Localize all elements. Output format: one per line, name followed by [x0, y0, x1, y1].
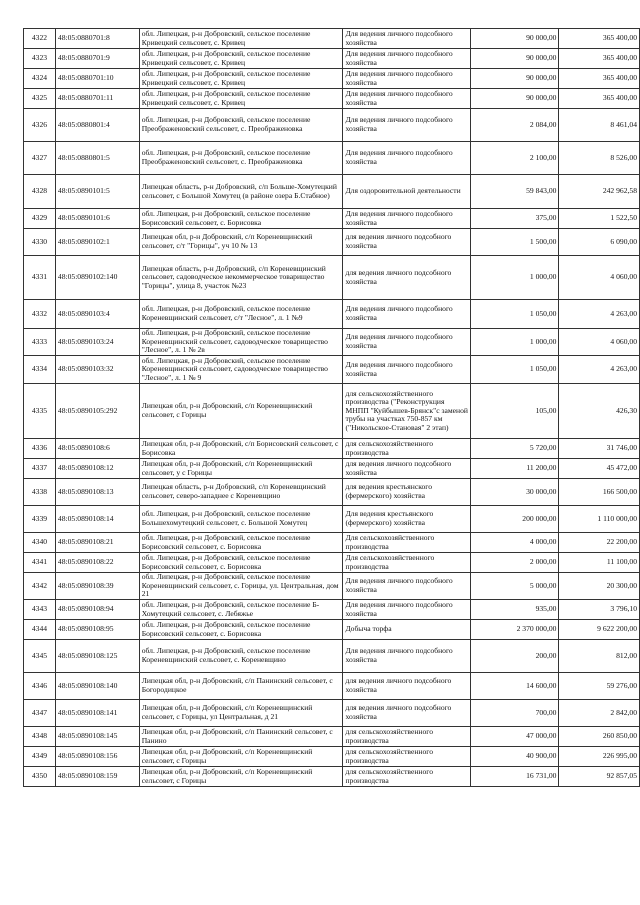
area-cell: 2 000,00	[471, 553, 559, 573]
table-row	[24, 300, 640, 329]
cadastral-value-cell: 4 263,00	[559, 300, 640, 329]
area-cell: 30 000,00	[471, 479, 559, 506]
row-number-cell: 4350	[24, 767, 56, 787]
address-cell: обл. Липецкая, р-н Добровский, сельское поселение Борисовский сельсовет, с. Борисовка	[139, 533, 343, 553]
land-use-cell: для сельскохозяйственного производства ("Реконструкция МНПП "Куйбышев-Брянск"с заменой трубы на участках 750-857 км ("Никольское-Становая" 2 этап)	[343, 384, 471, 439]
cadastral-number-cell: 48:05:0890108:94	[55, 600, 139, 620]
row-number-cell: 4338	[24, 479, 56, 506]
table-row	[24, 620, 640, 640]
area-cell: 700,00	[471, 700, 559, 727]
row-number-cell: 4330	[24, 229, 56, 256]
table-row	[24, 439, 640, 459]
cadastral-value-cell: 22 200,00	[559, 533, 640, 553]
area-cell: 2 084,00	[471, 109, 559, 142]
cadastral-value-cell: 8 526,00	[559, 142, 640, 175]
area-cell: 90 000,00	[471, 49, 559, 69]
row-number-cell: 4344	[24, 620, 56, 640]
table-body	[24, 29, 640, 787]
cadastral-number-cell: 48:05:0880801:4	[55, 109, 139, 142]
area-cell: 200 000,00	[471, 506, 559, 533]
table-row	[24, 384, 640, 439]
land-use-cell: Для ведения личного подсобного хозяйства	[343, 109, 471, 142]
address-cell: Липецкая обл, р-н Добровский, с/п Кореневщинский сельсовет, с Горицы	[139, 384, 343, 439]
land-use-cell: Для ведения личного подсобного хозяйства	[343, 300, 471, 329]
row-number-cell: 4334	[24, 356, 56, 384]
land-use-cell: для ведения личного подсобного хозяйства	[343, 700, 471, 727]
row-number-cell: 4342	[24, 573, 56, 600]
land-use-cell: Для сельскохозяйственного производства	[343, 553, 471, 573]
address-cell: обл. Липецкая, р-н Добровский, сельское поселение Борисовский сельсовет, с. Борисовка	[139, 620, 343, 640]
cadastral-number-cell: 48:05:0890108:125	[55, 640, 139, 673]
address-cell: обл. Липецкая, р-н Добровский, сельское поселение Кривецкий сельсовет, с. Кривец	[139, 89, 343, 109]
address-cell: обл. Липецкая, р-н Добровский, сельское поселение Кореневщинский сельсовет, с. Горицы, ул. Центральная, дом 21	[139, 573, 343, 600]
cadastral-value-cell: 1 110 000,00	[559, 506, 640, 533]
table-row	[24, 640, 640, 673]
area-cell: 4 000,00	[471, 533, 559, 553]
area-cell: 11 200,00	[471, 459, 559, 479]
cadastral-value-cell: 812,00	[559, 640, 640, 673]
area-cell: 2 370 000,00	[471, 620, 559, 640]
land-use-cell: для ведения крестьянского (фермерского) хозяйства	[343, 479, 471, 506]
land-use-cell: для ведения личного подсобного хозяйства	[343, 256, 471, 300]
row-number-cell: 4335	[24, 384, 56, 439]
table-row	[24, 256, 640, 300]
table-row	[24, 229, 640, 256]
row-number-cell: 4345	[24, 640, 56, 673]
cadastral-value-cell: 426,30	[559, 384, 640, 439]
cadastral-number-cell: 48:05:0890105:292	[55, 384, 139, 439]
area-cell: 375,00	[471, 209, 559, 229]
table-row	[24, 142, 640, 175]
cadastral-value-cell: 31 746,00	[559, 439, 640, 459]
row-number-cell: 4323	[24, 49, 56, 69]
land-use-cell: Для ведения личного подсобного хозяйства	[343, 69, 471, 89]
land-use-cell: Добыча торфа	[343, 620, 471, 640]
land-use-cell: для ведения личного подсобного хозяйства	[343, 459, 471, 479]
table-row	[24, 700, 640, 727]
row-number-cell: 4327	[24, 142, 56, 175]
land-use-cell: для сельскохозяйственного производства	[343, 747, 471, 767]
row-number-cell: 4347	[24, 700, 56, 727]
table-row	[24, 209, 640, 229]
address-cell: обл. Липецкая, р-н Добровский, сельское поселение Преображеновский сельсовет, с. Преображеновка	[139, 109, 343, 142]
cadastral-value-cell: 59 276,00	[559, 673, 640, 700]
row-number-cell: 4328	[24, 175, 56, 209]
address-cell: обл. Липецкая, р-н Добровский, сельское поселение Борисовский сельсовет, с. Борисовка	[139, 209, 343, 229]
cadastral-number-cell: 48:05:0890103:32	[55, 356, 139, 384]
row-number-cell: 4337	[24, 459, 56, 479]
cadastral-value-cell: 2 842,00	[559, 700, 640, 727]
cadastral-value-cell: 365 400,00	[559, 29, 640, 49]
cadastral-value-cell: 4 060,00	[559, 256, 640, 300]
cadastral-number-cell: 48:05:0890103:24	[55, 329, 139, 356]
table-row	[24, 69, 640, 89]
table-row	[24, 479, 640, 506]
cadastral-value-cell: 92 857,05	[559, 767, 640, 787]
address-cell: Липецкая обл, р-н Добровский, с/п Кореневщинский сельсовет, у с Горицы	[139, 459, 343, 479]
address-cell: Липецкая область, р-н Добровский, с/п Кореневщинский сельсовет, северо-западнее с Кореневщино	[139, 479, 343, 506]
address-cell: обл. Липецкая, р-н Добровский, сельское поселение Кореневщинский сельсовет, с. Кореневщино	[139, 640, 343, 673]
cadastral-value-cell: 365 400,00	[559, 49, 640, 69]
cadastral-number-cell: 48:05:0890108:39	[55, 573, 139, 600]
cadastral-number-cell: 48:05:0890108:159	[55, 767, 139, 787]
cadastral-number-cell: 48:05:0880701:9	[55, 49, 139, 69]
area-cell: 16 731,00	[471, 767, 559, 787]
land-use-cell: Для ведения крестьянского (фермерского) хозяйства	[343, 506, 471, 533]
land-use-cell: Для сельскохозяйственного производства	[343, 533, 471, 553]
area-cell: 1 050,00	[471, 300, 559, 329]
address-cell: Липецкая область, р-н Добровский, с/п Кореневщинский сельсовет, садоводческое некоммерческое товарищество "Горицы", улица 8, участок №23	[139, 256, 343, 300]
row-number-cell: 4348	[24, 727, 56, 747]
land-use-cell: для ведения личного подсобного хозяйства	[343, 673, 471, 700]
area-cell: 47 000,00	[471, 727, 559, 747]
cadastral-number-cell: 48:05:0890102:140	[55, 256, 139, 300]
address-cell: обл. Липецкая, р-н Добровский, сельское поселение Б-Хомутецкий сельсовет, с. Лебяжье	[139, 600, 343, 620]
row-number-cell: 4349	[24, 747, 56, 767]
table-row	[24, 356, 640, 384]
row-number-cell: 4336	[24, 439, 56, 459]
row-number-cell: 4341	[24, 553, 56, 573]
cadastral-number-cell: 48:05:0890108:156	[55, 747, 139, 767]
land-use-cell: Для ведения личного подсобного хозяйства	[343, 89, 471, 109]
cadastral-value-cell: 166 500,00	[559, 479, 640, 506]
table-row	[24, 533, 640, 553]
area-cell: 2 100,00	[471, 142, 559, 175]
land-use-cell: Для ведения личного подсобного хозяйства	[343, 209, 471, 229]
row-number-cell: 4340	[24, 533, 56, 553]
address-cell: обл. Липецкая, р-н Добровский, сельское поселение Борисовский сельсовет, с. Борисовка	[139, 553, 343, 573]
address-cell: Липецкая обл, р-н Добровский, с/п Кореневщинский сельсовет, с Горицы, ул Центральная, д 21	[139, 700, 343, 727]
table-row	[24, 89, 640, 109]
area-cell: 14 600,00	[471, 673, 559, 700]
table-row	[24, 175, 640, 209]
address-cell: обл. Липецкая, р-н Добровский, сельское поселение Кривецкий сельсовет, с. Кривец	[139, 49, 343, 69]
address-cell: обл. Липецкая, р-н Добровский, сельское поселение Кривецкий сельсовет, с. Кривец	[139, 69, 343, 89]
land-use-cell: для сельскохозяйственного производства	[343, 767, 471, 787]
cadastral-number-cell: 48:05:0890108:95	[55, 620, 139, 640]
table-row	[24, 459, 640, 479]
cadastral-value-cell: 9 622 200,00	[559, 620, 640, 640]
table-row	[24, 29, 640, 49]
cadastral-value-cell: 365 400,00	[559, 69, 640, 89]
land-use-cell: Для ведения личного подсобного хозяйства	[343, 640, 471, 673]
cadastral-number-cell: 48:05:0890108:14	[55, 506, 139, 533]
area-cell: 5 720,00	[471, 439, 559, 459]
cadastral-number-cell: 48:05:0890108:140	[55, 673, 139, 700]
address-cell: Липецкая обл, р-н Добровский, с/п Панинский сельсовет, с Панино	[139, 727, 343, 747]
address-cell: Липецкая обл, р-н Добровский, с/п Кореневщинский сельсовет, с Горицы	[139, 767, 343, 787]
cadastral-number-cell: 48:05:0880701:8	[55, 29, 139, 49]
cadastral-number-cell: 48:05:0890101:6	[55, 209, 139, 229]
area-cell: 1 500,00	[471, 229, 559, 256]
address-cell: Липецкая обл, р-н Добровский, с/п Борисовский сельсовет, с Борисовка	[139, 439, 343, 459]
cadastral-value-cell: 8 461,04	[559, 109, 640, 142]
address-cell: Липецкая обл, р-н Добровский, с/п Кореневщинский сельсовет, с/т "Горицы", уч 10 № 13	[139, 229, 343, 256]
area-cell: 90 000,00	[471, 69, 559, 89]
area-cell: 90 000,00	[471, 29, 559, 49]
address-cell: обл. Липецкая, р-н Добровский, сельское поселение Преображеновский сельсовет, с. Преображеновка	[139, 142, 343, 175]
cadastral-value-cell: 3 796,10	[559, 600, 640, 620]
land-use-cell: Для ведения личного подсобного хозяйства	[343, 49, 471, 69]
cadastral-value-cell: 6 090,00	[559, 229, 640, 256]
cadastral-value-cell: 365 400,00	[559, 89, 640, 109]
table-row	[24, 727, 640, 747]
row-number-cell: 4326	[24, 109, 56, 142]
area-cell: 1 050,00	[471, 356, 559, 384]
cadastral-number-cell: 48:05:0890102:1	[55, 229, 139, 256]
area-cell: 1 000,00	[471, 329, 559, 356]
cadastral-value-cell: 260 850,00	[559, 727, 640, 747]
address-cell: обл. Липецкая, р-н Добровский, сельское поселение Большехомутецкий сельсовет, с. Большой Хомутец	[139, 506, 343, 533]
land-use-cell: для сельскохозяйственного производства	[343, 439, 471, 459]
address-cell: обл. Липецкая, р-н Добровский, сельское поселение Кореневщинский сельсовет, садоводческое товарищество "Лесное", л. 1 № 9	[139, 356, 343, 384]
cadastral-number-cell: 48:05:0890108:145	[55, 727, 139, 747]
row-number-cell: 4331	[24, 256, 56, 300]
table-row	[24, 747, 640, 767]
table-row	[24, 673, 640, 700]
land-use-cell: Для ведения личного подсобного хозяйства	[343, 329, 471, 356]
area-cell: 200,00	[471, 640, 559, 673]
table-row	[24, 600, 640, 620]
table-row	[24, 506, 640, 533]
cadastral-number-cell: 48:05:0890108:12	[55, 459, 139, 479]
cadastral-value-cell: 1 522,50	[559, 209, 640, 229]
table-row	[24, 573, 640, 600]
area-cell: 105,00	[471, 384, 559, 439]
land-use-cell: Для ведения личного подсобного хозяйства	[343, 142, 471, 175]
row-number-cell: 4325	[24, 89, 56, 109]
cadastral-value-cell: 226 995,00	[559, 747, 640, 767]
cadastral-number-cell: 48:05:0890101:5	[55, 175, 139, 209]
row-number-cell: 4333	[24, 329, 56, 356]
area-cell: 1 000,00	[471, 256, 559, 300]
row-number-cell: 4324	[24, 69, 56, 89]
land-use-cell: для ведения личного подсобного хозяйства	[343, 229, 471, 256]
cadastral-value-cell: 242 962,58	[559, 175, 640, 209]
table-row	[24, 767, 640, 787]
table-row	[24, 109, 640, 142]
address-cell: обл. Липецкая, р-н Добровский, сельское поселение Кореневщинский сельсовет, садоводческое товарищество "Лесное", л. 1 № 2в	[139, 329, 343, 356]
cadastral-number-cell: 48:05:0890108:21	[55, 533, 139, 553]
cadastral-number-cell: 48:05:0880701:10	[55, 69, 139, 89]
area-cell: 40 900,00	[471, 747, 559, 767]
cadastral-value-cell: 4 060,00	[559, 329, 640, 356]
cadastral-number-cell: 48:05:0880801:5	[55, 142, 139, 175]
cadastral-number-cell: 48:05:0890103:4	[55, 300, 139, 329]
land-use-cell: Для ведения личного подсобного хозяйства	[343, 573, 471, 600]
row-number-cell: 4339	[24, 506, 56, 533]
cadastral-value-cell: 4 263,00	[559, 356, 640, 384]
row-number-cell: 4343	[24, 600, 56, 620]
cadastral-table	[23, 28, 640, 787]
address-cell: Липецкая обл, р-н Добровский, с/п Панинский сельсовет, с Богородицкое	[139, 673, 343, 700]
cadastral-value-cell: 20 300,00	[559, 573, 640, 600]
address-cell: обл. Липецкая, р-н Добровский, сельское поселение Кривецкий сельсовет, с. Кривец	[139, 29, 343, 49]
address-cell: Липецкая обл, р-н Добровский, с/п Кореневщинский сельсовет, с Горицы	[139, 747, 343, 767]
land-use-cell: Для ведения личного подсобного хозяйства	[343, 29, 471, 49]
cadastral-number-cell: 48:05:0890108:22	[55, 553, 139, 573]
cadastral-number-cell: 48:05:0890108:141	[55, 700, 139, 727]
land-use-cell: Для ведения личного подсобного хозяйства	[343, 600, 471, 620]
area-cell: 5 000,00	[471, 573, 559, 600]
table-row	[24, 329, 640, 356]
address-cell: обл. Липецкая, р-н Добровский, сельское поселение Кореневщинский сельсовет, с/т "Лесное", л. 1 №9	[139, 300, 343, 329]
cadastral-number-cell: 48:05:0890108:13	[55, 479, 139, 506]
row-number-cell: 4332	[24, 300, 56, 329]
table-row	[24, 49, 640, 69]
row-number-cell: 4322	[24, 29, 56, 49]
cadastral-value-cell: 11 100,00	[559, 553, 640, 573]
land-use-cell: Для оздоровительной деятельности	[343, 175, 471, 209]
area-cell: 59 843,00	[471, 175, 559, 209]
row-number-cell: 4329	[24, 209, 56, 229]
cadastral-value-cell: 45 472,00	[559, 459, 640, 479]
area-cell: 90 000,00	[471, 89, 559, 109]
cadastral-number-cell: 48:05:0890108:6	[55, 439, 139, 459]
row-number-cell: 4346	[24, 673, 56, 700]
address-cell: Липецкая область, р-н Добровский, с/п Больше-Хомутецкий сельсовет, с Большой Хомутец (в районе озера Б.Стабное)	[139, 175, 343, 209]
cadastral-number-cell: 48:05:0880701:11	[55, 89, 139, 109]
area-cell: 935,00	[471, 600, 559, 620]
land-use-cell: Для ведения личного подсобного хозяйства	[343, 356, 471, 384]
land-use-cell: для сельскохозяйственного производства	[343, 727, 471, 747]
table-row	[24, 553, 640, 573]
